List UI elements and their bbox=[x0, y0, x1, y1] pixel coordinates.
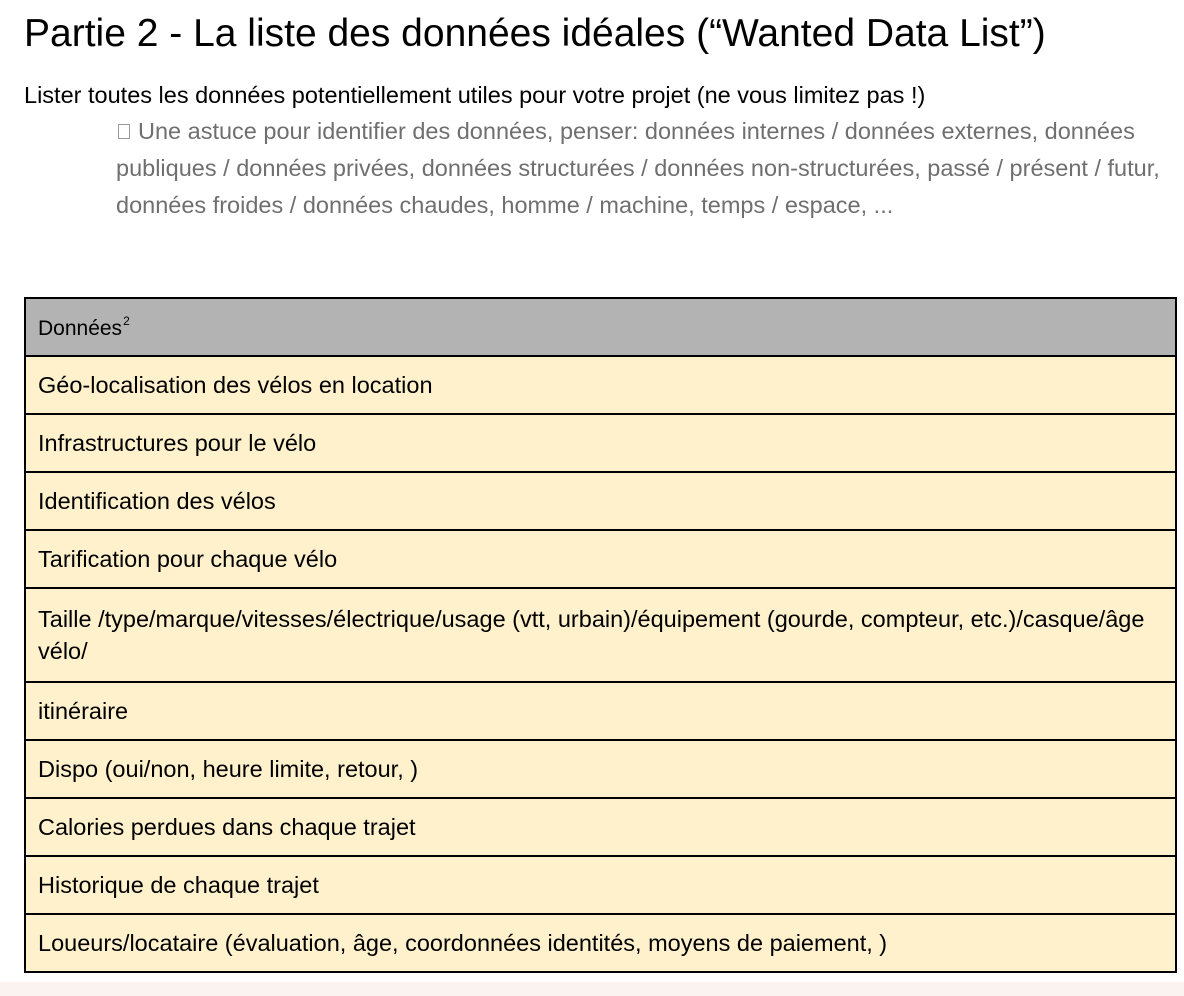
tip-text: Une astuce pour identifier des données, penser: données internes / données externes, données publiques / données privées, données structurées / données non-structurées, passé / présent / futur, données froides / données chaudes, homme / machine, temps / espace, ... bbox=[116, 118, 1160, 218]
table-cell: Identification des vélos bbox=[25, 472, 1176, 530]
table-cell: Dispo (oui/non, heure limite, retour, ) bbox=[25, 740, 1176, 798]
table-row bbox=[25, 472, 1176, 530]
table-cell: Géo-localisation des vélos en location bbox=[25, 356, 1176, 414]
table-row bbox=[25, 588, 1176, 682]
table-row bbox=[25, 798, 1176, 856]
checkbox-placeholder-icon bbox=[118, 124, 130, 139]
page-bottom-edge bbox=[0, 982, 1184, 996]
table-row bbox=[25, 856, 1176, 914]
footnote-marker: 2 bbox=[123, 313, 130, 328]
table-cell: Tarification pour chaque vélo bbox=[25, 530, 1176, 588]
table-row bbox=[25, 740, 1176, 798]
tip-paragraph bbox=[116, 113, 1166, 224]
table-cell: Historique de chaque trajet bbox=[25, 856, 1176, 914]
table-cell: itinéraire bbox=[25, 682, 1176, 740]
column-header-label: Données bbox=[38, 316, 123, 340]
intro-text: Lister toutes les données potentiellement utiles pour votre projet (ne vous limitez pas !) bbox=[24, 82, 926, 108]
table-row bbox=[25, 356, 1176, 414]
table-cell: Calories perdues dans chaque trajet bbox=[25, 798, 1176, 856]
wanted-data-table bbox=[24, 297, 1177, 973]
table-cell: Loueurs/locataire (évaluation, âge, coordonnées identités, moyens de paiement, ) bbox=[25, 914, 1176, 972]
table-cell: Infrastructures pour le vélo bbox=[25, 414, 1176, 472]
table-row bbox=[25, 914, 1176, 972]
table-row bbox=[25, 530, 1176, 588]
page-title: Partie 2 - La liste des données idéales (“Wanted Data List”) bbox=[24, 12, 1046, 55]
table-header-row bbox=[25, 298, 1176, 356]
table-row bbox=[25, 414, 1176, 472]
column-header-donnees bbox=[25, 298, 1176, 356]
table-row bbox=[25, 682, 1176, 740]
table-cell: Taille /type/marque/vitesses/électrique/usage (vtt, urbain)/équipement (gourde, compteur, etc.)/casque/âge vélo/ bbox=[25, 588, 1176, 682]
